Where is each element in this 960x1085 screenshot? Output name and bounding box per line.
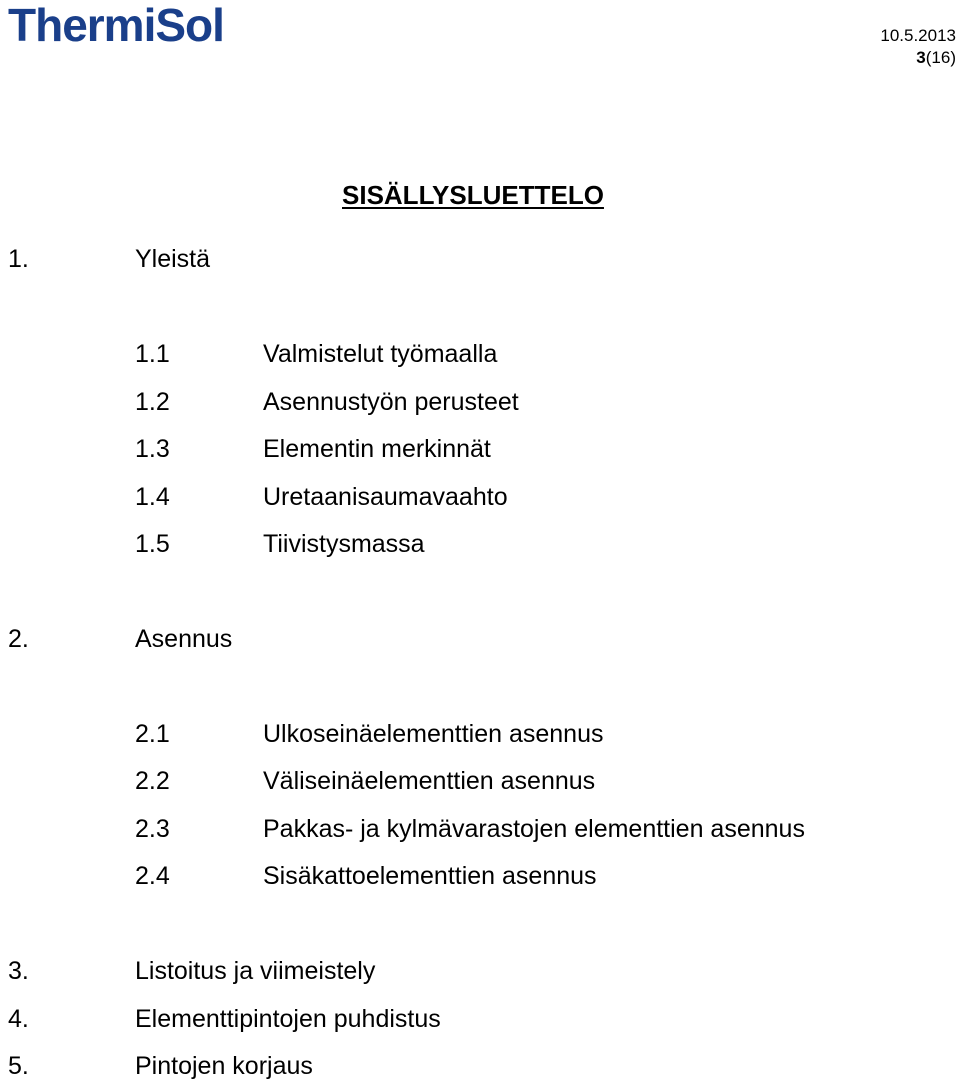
document-date: 10.5.2013	[880, 26, 956, 45]
toc-entry-label: Listoitus ja viimeistely	[135, 957, 376, 985]
toc-entry-label: Väliseinäelementtien asennus	[263, 767, 596, 795]
toc-entry-label: Asennus	[135, 625, 233, 653]
toc-entry-label: Ulkoseinäelementtien asennus	[263, 720, 604, 748]
toc-entry-number: 1.2	[135, 388, 170, 416]
toc-entry-label: Elementtipintojen puhdistus	[135, 1005, 441, 1033]
toc-entry-number: 3.	[8, 957, 29, 985]
page-current: 3	[916, 48, 926, 67]
document-header-meta	[880, 25, 956, 69]
toc-entry-number: 1.4	[135, 483, 170, 511]
toc-entry-number: 2.	[8, 625, 29, 653]
toc-entry-number: 1.3	[135, 435, 170, 463]
toc-entry-number: 2.3	[135, 815, 170, 843]
toc-entry-number: 1.5	[135, 530, 170, 558]
toc-entry-label: Uretaanisaumavaahto	[263, 483, 508, 511]
toc-entry-label: Asennustyön perusteet	[263, 388, 519, 416]
toc-entry-number: 4.	[8, 1005, 29, 1033]
page-total: (16)	[925, 48, 956, 67]
toc-entry-number: 2.1	[135, 720, 170, 748]
toc-entry-label: Pakkas- ja kylmävarastojen elementtien asennus	[263, 815, 805, 843]
company-logo: ThermiSol	[8, 0, 224, 51]
toc-entry-label: Pintojen korjaus	[135, 1052, 313, 1080]
toc-entry-label: Sisäkattoelementtien asennus	[263, 862, 597, 890]
toc-entry-label: Tiivistysmassa	[263, 530, 425, 558]
toc-title: SISÄLLYSLUETTELO	[342, 180, 604, 210]
toc-entry-label: Yleistä	[135, 245, 211, 273]
toc-entry-number: 1.1	[135, 340, 170, 368]
toc-entry-number: 5.	[8, 1052, 29, 1080]
toc-entry-number: 1.	[8, 245, 29, 273]
toc-entry-label: Elementin merkinnät	[263, 435, 491, 463]
toc-entry-number: 2.2	[135, 767, 170, 795]
toc-entry-label: Valmistelut työmaalla	[263, 340, 498, 368]
toc-entry-number: 2.4	[135, 862, 170, 890]
page-number	[880, 47, 956, 69]
